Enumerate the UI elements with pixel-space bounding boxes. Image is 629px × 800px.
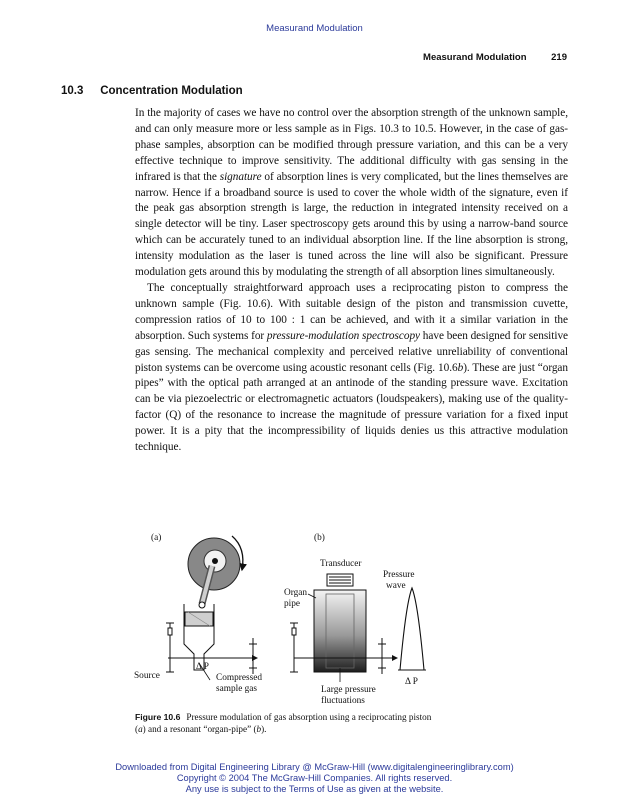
label-pipe: pipe	[284, 599, 301, 609]
footer-line-2: Copyright © 2004 The McGraw-Hill Companies. All rights reserved.	[176, 773, 453, 783]
footer-line-3: Any use is subject to the Terms of Use as given at the website.	[185, 784, 444, 794]
running-head	[423, 52, 567, 63]
label-pressure: Pressure	[383, 570, 415, 580]
caption-number: Figure 10.6	[135, 712, 181, 722]
label-delta-p-b: Δ P	[405, 677, 418, 687]
footer	[0, 762, 629, 795]
body-text	[135, 106, 568, 456]
label-fluctuations: fluctuations	[321, 696, 365, 706]
section-number: 10.3	[61, 85, 84, 97]
label-b: (b)	[314, 533, 325, 543]
label-sample-gas: sample gas	[216, 684, 258, 694]
paragraph-2: The conceptually straightforward approach uses a reciprocating piston to compress the unknown sample (Fig. 10.6). With suitable design of the piston and transmission cuvette, compression ratios of 10 to 100 : 1 can be achieved, and with it a similar variation in the absorption. Such systems for pressure-modulation spectroscopy have been designed for sensitive gas sensing. The mechanical complexity and perceived relative unreliability of conventional piston systems can be overcome using acoustic resonant cells (Fig. 10.6b). These are just “organ pipes” with the optical path arranged at an antinode of the standing pressure wave. Excitation can be via piezoelectric or electromagnetic actuators (loudspeakers), making use of the quality-factor (Q) of the resonance to increase the magnitude of pressure variation for a fixed input power. It is a pity that the incompressibility of liquids denies us this attractive modulation technique.	[135, 281, 569, 454]
label-organ: Organ	[284, 588, 308, 598]
figure-drawing	[128, 528, 438, 713]
figure-caption	[135, 712, 435, 735]
paragraph-1: In the majority of cases we have no control over the absorption strength of the unknown sample, and can only measure more or less sample as in Figs. 10.3 to 10.5. However, in the case of gas-phase samples, absorption can be modified through pressure variation, and this can be a very effective technique to improve sensitivity. The additional difficulty with gas sensing in the infrared is that the signature of absorption lines is very complicated, but the lines themselves are narrow. Hence if a broadband source is used to cover the whole width of the signature, even if the peak gas absorption strength is large, the reduction in integrated intensity received on a single detector will be tiny. Laser spectroscopy gets around this by using a narrow-band source which can be accurately tuned to an individual absorption line. If the line absorption is strong, intensity modulation as the laser is tuned across the line will also be significant. Pressure modulation gets around this by modulating the strength of all absorption lines simultaneously.	[135, 107, 568, 279]
organ-pipe	[314, 590, 366, 672]
label-large-pressure: Large pressure	[321, 685, 376, 695]
label-a: (a)	[151, 533, 162, 543]
section-title: Concentration Modulation	[100, 85, 243, 97]
pressure-wave	[400, 588, 424, 670]
piston-apparatus	[166, 536, 258, 680]
page-number: 219	[551, 52, 567, 63]
label-source: Source	[134, 671, 160, 681]
section-heading	[61, 85, 243, 97]
top-header: Measurand Modulation	[266, 23, 363, 34]
figure-10-6	[128, 528, 438, 713]
running-head-title: Measurand Modulation	[423, 52, 527, 63]
label-transducer: Transducer	[320, 559, 362, 569]
label-delta-p-a: Δ P	[196, 662, 209, 672]
label-compressed: Compressed	[216, 673, 262, 683]
caption-text: Pressure modulation of gas absorption using a reciprocating piston (a) and a resonant “organ-pipe” (b).	[135, 712, 432, 734]
label-wave: wave	[386, 581, 406, 591]
footer-line-1: Downloaded from Digital Engineering Library @ McGraw-Hill (www.digitalengineeringlibrary.com)	[115, 762, 514, 772]
